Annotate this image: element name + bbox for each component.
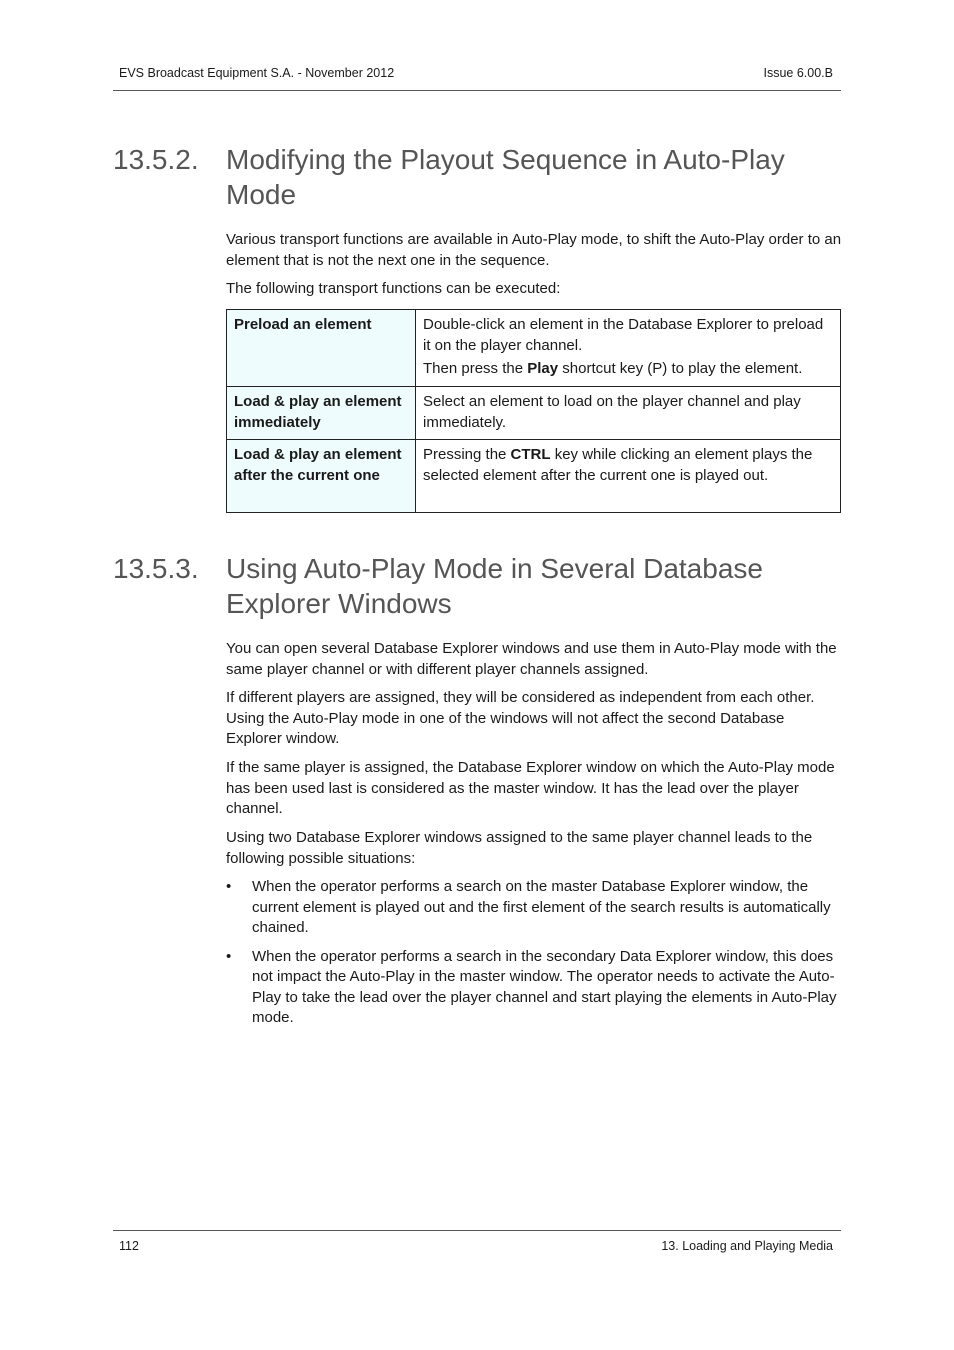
section2-paragraph: If the same player is assigned, the Database Explorer window on which the Auto-Play mode has been used last is considered as the master window. It has the lead over the player channel. xyxy=(226,759,835,817)
desc-text: key while clicking an element plays the selected element after the current one is played out. xyxy=(423,446,813,484)
section-number: 13.5.3. xyxy=(113,553,199,584)
header-issue: Issue 6.00.B xyxy=(763,66,833,80)
table-cell-label: Load & play an element immediately xyxy=(227,387,416,440)
section2-paragraph: Using two Database Explorer windows assigned to the same player channel leads to the following possible situations: xyxy=(226,829,813,867)
section-heading-13-5-3 xyxy=(113,551,841,621)
list-item-text: When the operator performs a search on the master Database Explorer window, the current element is played out and the first element of the search results is automatically chained. xyxy=(252,878,831,936)
section-number: 13.5.2. xyxy=(113,144,199,175)
situations-list xyxy=(226,877,842,1037)
transport-functions-table xyxy=(226,309,841,513)
list-item xyxy=(226,877,842,939)
section2-paragraph: You can open several Database Explorer windows and use them in Auto-Play mode with the same player channel or with different player channels assigned. xyxy=(226,640,837,678)
desc-text: Then press the xyxy=(423,360,528,377)
desc-line xyxy=(423,359,833,380)
header-publisher: EVS Broadcast Equipment S.A. - November 2012 xyxy=(119,66,395,80)
desc-line xyxy=(423,445,833,486)
section-title: Using Auto-Play Mode in Several Database Explorer Windows xyxy=(226,553,763,619)
page-footer xyxy=(113,1230,841,1255)
section-title: Modifying the Playout Sequence in Auto-Play Mode xyxy=(226,144,785,210)
table-cell-desc xyxy=(416,387,841,440)
bullet-marker: • xyxy=(226,947,232,965)
desc-text: shortcut key (P) to play the element. xyxy=(558,360,803,377)
table-cell-desc xyxy=(416,310,841,387)
table-cell-label: Load & play an element after the current one xyxy=(227,440,416,513)
section1-lead: The following transport functions can be executed: xyxy=(226,280,561,297)
page-header xyxy=(113,66,841,91)
table-row xyxy=(227,387,841,440)
desc-bold: Play xyxy=(527,360,559,377)
table-cell-desc xyxy=(416,440,841,513)
section1-intro: Various transport functions are available in Auto-Play mode, to shift the Auto-Play order to an element that is not the next one in the sequence. xyxy=(226,231,842,269)
desc-text: Pressing the xyxy=(423,446,511,463)
footer-chapter: 13. Loading and Playing Media xyxy=(661,1239,833,1253)
desc-line: Double-click an element in the Database Explorer to preload it on the player channel. xyxy=(423,316,824,354)
table-row xyxy=(227,310,841,387)
section-heading-13-5-2 xyxy=(113,142,841,212)
list-item xyxy=(226,947,842,1029)
desc-line: Select an element to load on the player channel and play immediately. xyxy=(423,393,801,431)
desc-bold: CTRL xyxy=(510,446,551,463)
list-item-text: When the operator performs a search in the secondary Data Explorer window, this does not impact the Auto-Play in the master window. The operator needs to activate the Auto-Play to take the lead over the player channel and start playing the elements in Auto-Play mode. xyxy=(252,947,837,1026)
page-number: 112 xyxy=(119,1239,139,1253)
table-row xyxy=(227,440,841,513)
table-cell-label: Preload an element xyxy=(227,310,416,387)
section2-paragraph: If different players are assigned, they will be considered as independent from each other. Using the Auto-Play mode in one of the windows will not affect the second Database Explorer window. xyxy=(226,689,815,747)
bullet-marker: • xyxy=(226,878,232,895)
